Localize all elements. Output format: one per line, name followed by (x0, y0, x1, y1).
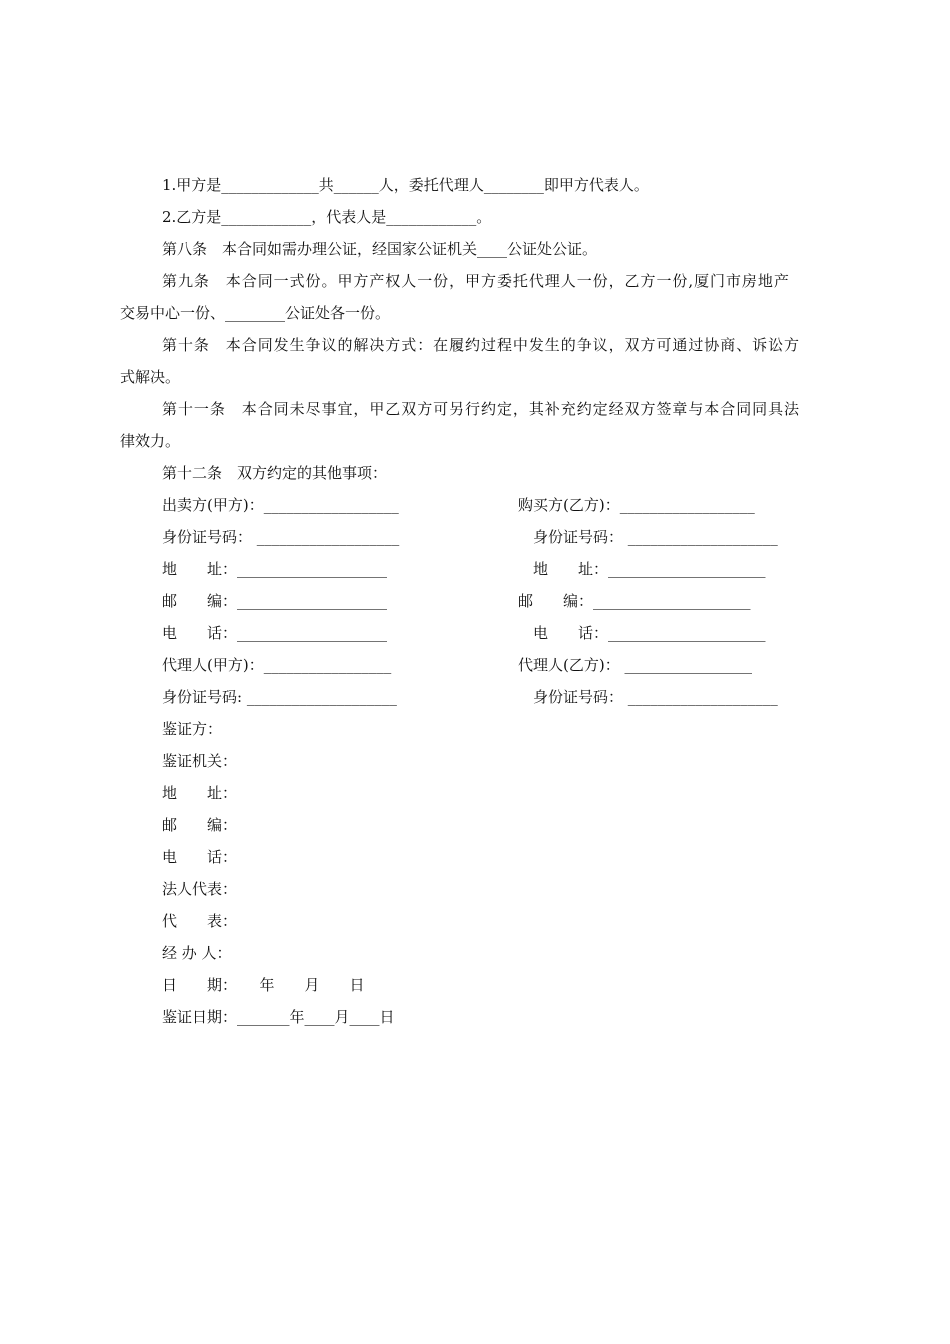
notary-postcode-label: 邮 编： (162, 816, 238, 834)
article-9-line-1: 第九条 本合同一式份。甲方产权人一份，甲方委托代理人一份，乙方一份,厦门市房地产 (162, 272, 790, 290)
seller-id-field: 身份证号码： ___________________ (162, 528, 400, 546)
article-11-line-1: 第十一条 本合同未尽事宜，甲乙双方可另行约定，其补充约定经双方签章与本合同同具法 (162, 400, 801, 418)
buyer-field: 购买方(乙方)：__________________ (518, 496, 755, 514)
seller-agent-field: 代理人(甲方)：_________________ (162, 656, 392, 674)
seller-postcode-field: 邮 编：____________________ (162, 592, 388, 610)
article-9-line-2: 交易中心一份、________公证处各一份。 (120, 304, 391, 322)
notary-address-label: 地 址： (162, 784, 238, 802)
buyer-postcode-field: 邮 编：_____________________ (518, 592, 751, 610)
date-label: 日 期： 年 月 日 (162, 976, 365, 994)
clause-party-a-definition: 1.甲方是_____________共______人，委托代理人________即甲方代表人。 (162, 176, 649, 194)
seller-field: 出卖方(甲方)：__________________ (162, 496, 399, 514)
buyer-phone-field: 电 话：_____________________ (518, 624, 766, 642)
notary-phone-label: 电 话： (162, 848, 238, 866)
article-12: 第十二条 双方约定的其他事项： (162, 464, 388, 482)
notarization-date-label: 鉴证日期：_______年____月____日 (162, 1008, 395, 1026)
article-10-line-1: 第十条 本合同发生争议的解决方式：在履约过程中发生的争议，双方可通过协商、诉讼方 (162, 336, 801, 354)
article-10-line-2: 式解决。 (120, 368, 181, 386)
article-8: 第八条 本合同如需办理公证，经国家公证机关____公证处公证。 (162, 240, 598, 258)
seller-agent-id-field: 身份证号码: ____________________ (162, 688, 397, 706)
handler-label: 经 办 人： (162, 944, 232, 962)
notary-office-label: 鉴证机关： (162, 752, 238, 770)
buyer-address-field: 地 址：_____________________ (518, 560, 766, 578)
buyer-id-field: 身份证号码： ____________________ (518, 528, 778, 546)
buyer-agent-field: 代理人(乙方)： _________________ (518, 656, 752, 674)
notary-party-label: 鉴证方： (162, 720, 223, 738)
article-11-line-2: 律效力。 (120, 432, 181, 450)
seller-address-field: 地 址：____________________ (162, 560, 388, 578)
clause-party-b-definition: 2.乙方是____________，代表人是____________。 (162, 208, 492, 226)
legal-representative-label: 法人代表： (162, 880, 238, 898)
representative-label: 代 表： (162, 912, 238, 930)
seller-phone-field: 电 话：____________________ (162, 624, 388, 642)
buyer-agent-id-field: 身份证号码： ____________________ (518, 688, 778, 706)
